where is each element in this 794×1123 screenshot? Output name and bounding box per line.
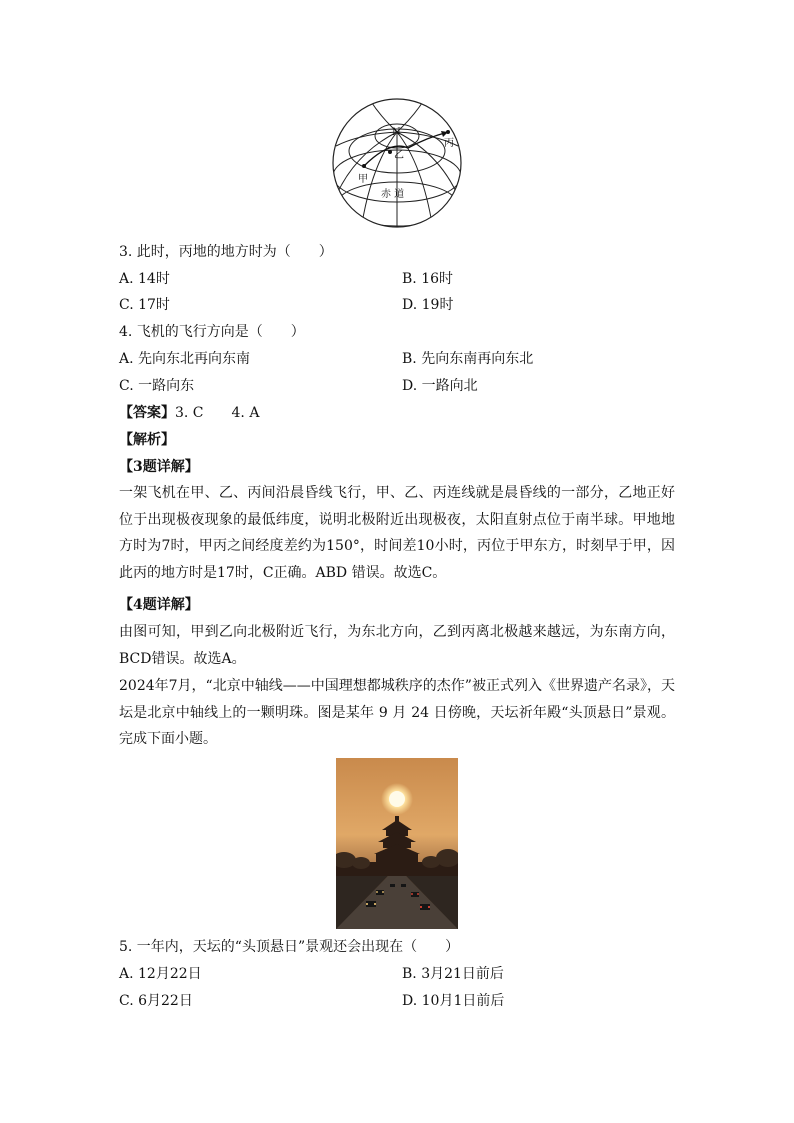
label-yi: 乙 (394, 150, 404, 161)
globe-diagram (330, 96, 464, 230)
q4-detail-label: 【4题详解】 (119, 597, 199, 613)
label-jia: 甲 (358, 174, 368, 185)
q5-stem: 5. 一年内，天坛的“头顶悬日”景观还会出现在（ ） (119, 939, 460, 955)
answer-value: 3. C 4. A (175, 405, 260, 421)
q3-detail-text: 一架飞机在甲、乙、丙间沿晨昏线飞行，甲、乙、丙连线就是晨昏线的一部分，乙地正好位于出现极夜现象的最低纬度，说明北极附近出现极夜，太阳直射点位于南半球。甲地地方时为7时，甲丙之间经度差约为150°，时间差10小时，丙位于甲东方，时刻早于甲，因此丙的地方时是17时，C正确。ABD 错误。故选C。 (119, 485, 675, 581)
intro-paragraph: 2024年7月，“北京中轴线——中国理想都城秩序的杰作”被正式列入《世界遗产名录》，天坛是北京中轴线上的一颗明珠。图是某年 9 月 24 日傍晚，天坛祈年殿“头顶悬日”景观。完成下面小题。 (119, 678, 675, 747)
q3-detail-label: 【3题详解】 (119, 459, 199, 475)
q5-option-c: C. 6月22日 (119, 993, 193, 1009)
answer-line (119, 404, 259, 422)
label-n: N (392, 127, 401, 138)
q3-option-d: D. 19时 (402, 297, 454, 313)
q4-option-d: D. 一路向北 (402, 378, 478, 394)
q4-stem: 4. 飞机的飞行方向是（ ） (119, 324, 305, 340)
q3-option-c: C. 17时 (119, 297, 170, 313)
temple-sunset-photo (336, 758, 458, 929)
answer-label: 【答案】 (119, 405, 175, 421)
q3-option-b: B. 16时 (402, 271, 454, 287)
q4-option-c: C. 一路向东 (119, 378, 195, 394)
q4-detail-text: 由图可知，甲到乙向北极附近飞行，为东北方向，乙到丙离北极越来越远，为东南方向，BCD错误。故选A。 (119, 624, 675, 667)
q4-option-b: B. 先向东南再向东北 (402, 351, 534, 367)
q3-stem: 3. 此时，丙地的地方时为（ ） (119, 244, 333, 260)
q3-option-a: A. 14时 (119, 271, 170, 287)
q4-option-a: A. 先向东北再向东南 (119, 351, 251, 367)
q5-option-a: A. 12月22日 (119, 966, 202, 982)
q5-option-b: B. 3月21日前后 (402, 966, 504, 982)
q5-option-d: D. 10月1日前后 (402, 993, 505, 1009)
analysis-label: 【解析】 (119, 432, 175, 448)
label-bing: 丙 (444, 138, 454, 149)
label-equator: 赤 道 (381, 189, 405, 200)
